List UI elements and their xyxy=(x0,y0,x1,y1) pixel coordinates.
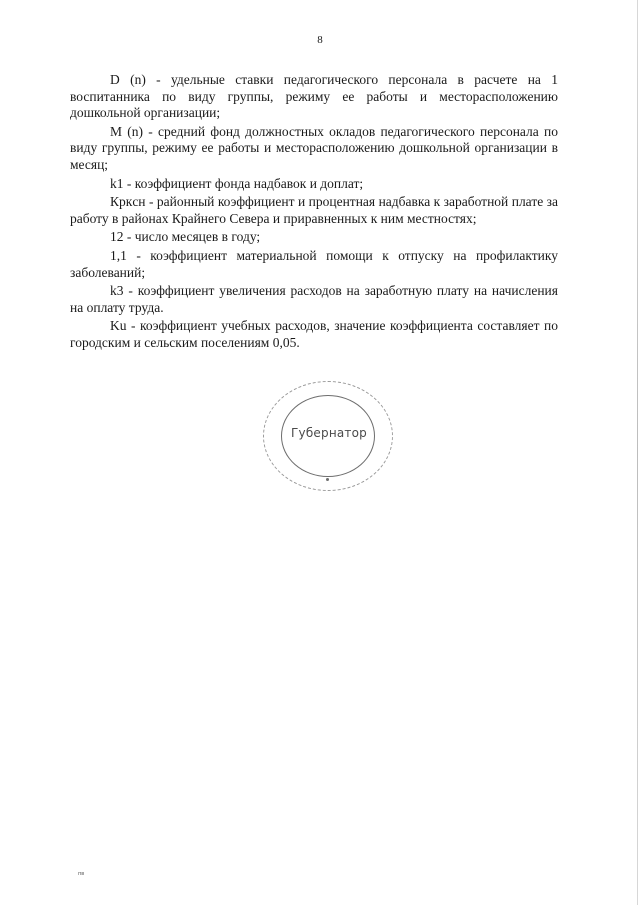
stamp-text: Губернатор xyxy=(291,426,367,440)
paragraph-krksn: Кркcн - районный коэффициент и процентная надбавка к заработной плате за работу в районах Крайнего Севера и приравненных к ним местностях; xyxy=(70,194,558,226)
scan-edge-line xyxy=(637,0,638,905)
paragraph-m-n: M (n) - средний фонд должностных окладов педагогического персонала по виду группы, режиму ее работы и месторасположению дошкольной организации в месяц; xyxy=(70,123,558,172)
governor-stamp xyxy=(263,381,395,493)
paragraph-d-n: D (n) - удельные ставки педагогического персонала в расчете на 1 воспитанника по виду группы, режиму ее работы и месторасположению дошкольной организации; xyxy=(70,72,558,121)
document-body xyxy=(70,72,558,352)
paragraph-k1: k1 - коэффициент фонда надбавок и доплат; xyxy=(110,175,364,191)
paragraph-material-aid: 1,1 - коэффициент материальной помощи к отпуску на профилактику заболеваний; xyxy=(70,247,558,280)
paragraph-months: 12 - число месяцев в году; xyxy=(110,229,261,245)
stamp-dot xyxy=(326,478,329,481)
footer-code: пв xyxy=(78,871,85,877)
paragraph-ku: Ku - коэффициент учебных расходов, значение коэффициента составляет по городским и сельским поселениям 0,05. xyxy=(70,318,558,350)
paragraph-k3: k3 - коэффициент увеличения расходов на заработную плату на начисления на оплату труда. xyxy=(70,283,558,315)
page-number: 8 xyxy=(317,34,323,46)
